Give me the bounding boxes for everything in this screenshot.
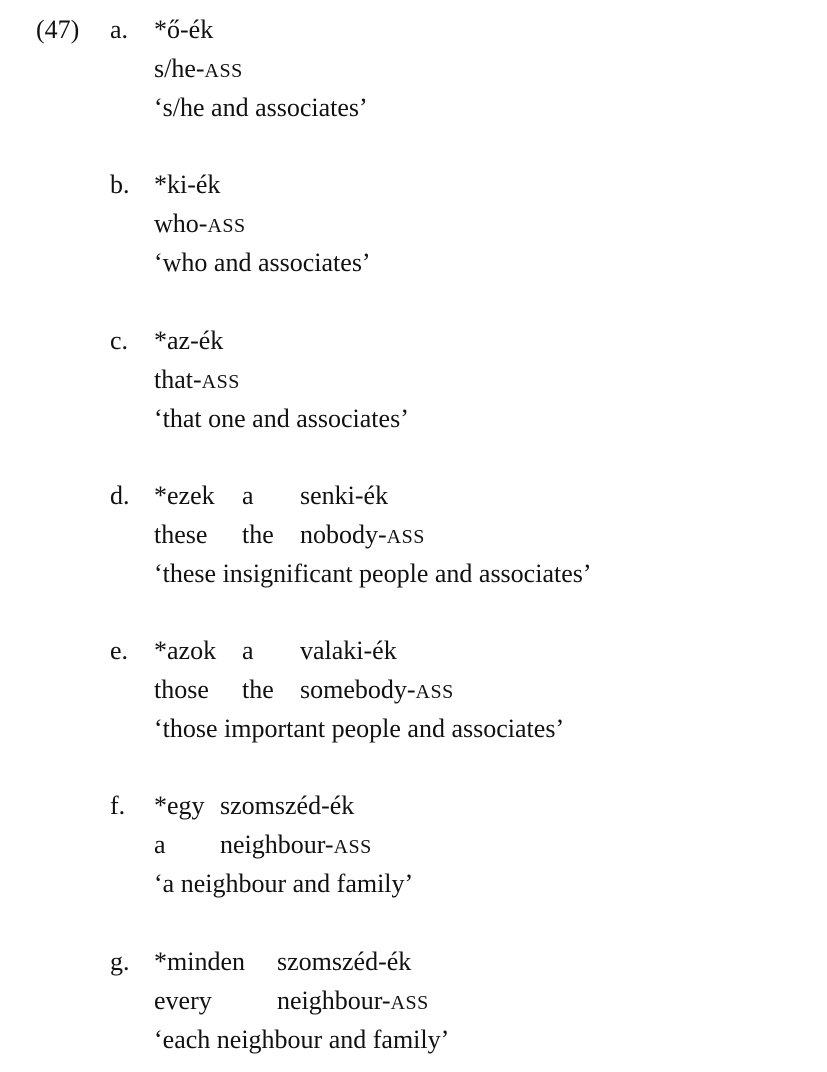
source-line xyxy=(154,14,368,53)
source-word: *egy xyxy=(154,791,205,820)
example-lines xyxy=(154,790,413,900)
example-label: e. xyxy=(110,636,129,665)
translation-line: ‘that one and associates’ xyxy=(154,404,409,433)
gloss-word: nobody-ASS xyxy=(300,520,425,549)
gloss-word: who-ASS xyxy=(154,209,246,238)
translation-line: ‘these insignificant people and associates’ xyxy=(154,559,592,588)
source-word: *az-ék xyxy=(154,326,224,355)
gloss-word: somebody-ASS xyxy=(300,675,454,704)
example-lines xyxy=(154,14,368,124)
example-label: g. xyxy=(110,947,130,976)
source-line xyxy=(154,169,371,208)
source-word: *ezek xyxy=(154,481,215,510)
gloss-line xyxy=(154,208,371,247)
example-label: a. xyxy=(110,15,129,44)
source-line xyxy=(154,946,449,985)
example-lines xyxy=(154,325,409,435)
gloss-line xyxy=(154,364,409,403)
source-line xyxy=(154,635,564,674)
gloss-word: every xyxy=(154,986,212,1015)
gloss-line xyxy=(154,674,564,713)
gloss-word: neighbour-ASS xyxy=(277,986,429,1015)
gloss-word: a xyxy=(154,830,166,859)
translation-line: ‘each neighbour and family’ xyxy=(154,1025,450,1054)
gloss-word: that-ASS xyxy=(154,365,240,394)
source-word: a xyxy=(242,636,254,665)
translation-line: ‘a neighbour and family’ xyxy=(154,869,414,898)
source-word: *ki-ék xyxy=(154,170,221,199)
source-word: *minden xyxy=(154,947,245,976)
source-word: *ő-ék xyxy=(154,15,214,44)
source-line xyxy=(154,480,592,519)
example-label: d. xyxy=(110,481,130,510)
source-word: a xyxy=(242,481,254,510)
example-lines xyxy=(154,169,371,279)
source-word: senki-ék xyxy=(300,481,389,510)
gloss-word: the xyxy=(242,675,274,704)
translation-line: ‘s/he and associates’ xyxy=(154,93,368,122)
example-label: c. xyxy=(110,326,129,355)
gloss-line xyxy=(154,53,368,92)
source-line xyxy=(154,790,413,829)
source-word: szomszéd-ék xyxy=(220,791,355,820)
gloss-line xyxy=(154,829,413,868)
source-line xyxy=(154,325,409,364)
gloss-word: s/he-ASS xyxy=(154,54,243,83)
example-label: f. xyxy=(110,791,126,820)
gloss-word: these xyxy=(154,520,208,549)
example-label: b. xyxy=(110,170,130,199)
example-lines xyxy=(154,635,564,745)
translation-line: ‘those important people and associates’ xyxy=(154,714,565,743)
gloss-word: neighbour-ASS xyxy=(220,830,372,859)
gloss-line xyxy=(154,985,449,1024)
source-word: szomszéd-ék xyxy=(277,947,412,976)
source-word: *azok xyxy=(154,636,217,665)
source-word: valaki-ék xyxy=(300,636,397,665)
gloss-line xyxy=(154,519,592,558)
example-lines xyxy=(154,480,592,590)
gloss-word: those xyxy=(154,675,209,704)
gloss-word: the xyxy=(242,520,274,549)
example-number: (47) xyxy=(36,15,80,44)
translation-line: ‘who and associates’ xyxy=(154,248,371,277)
example-lines xyxy=(154,946,449,1056)
